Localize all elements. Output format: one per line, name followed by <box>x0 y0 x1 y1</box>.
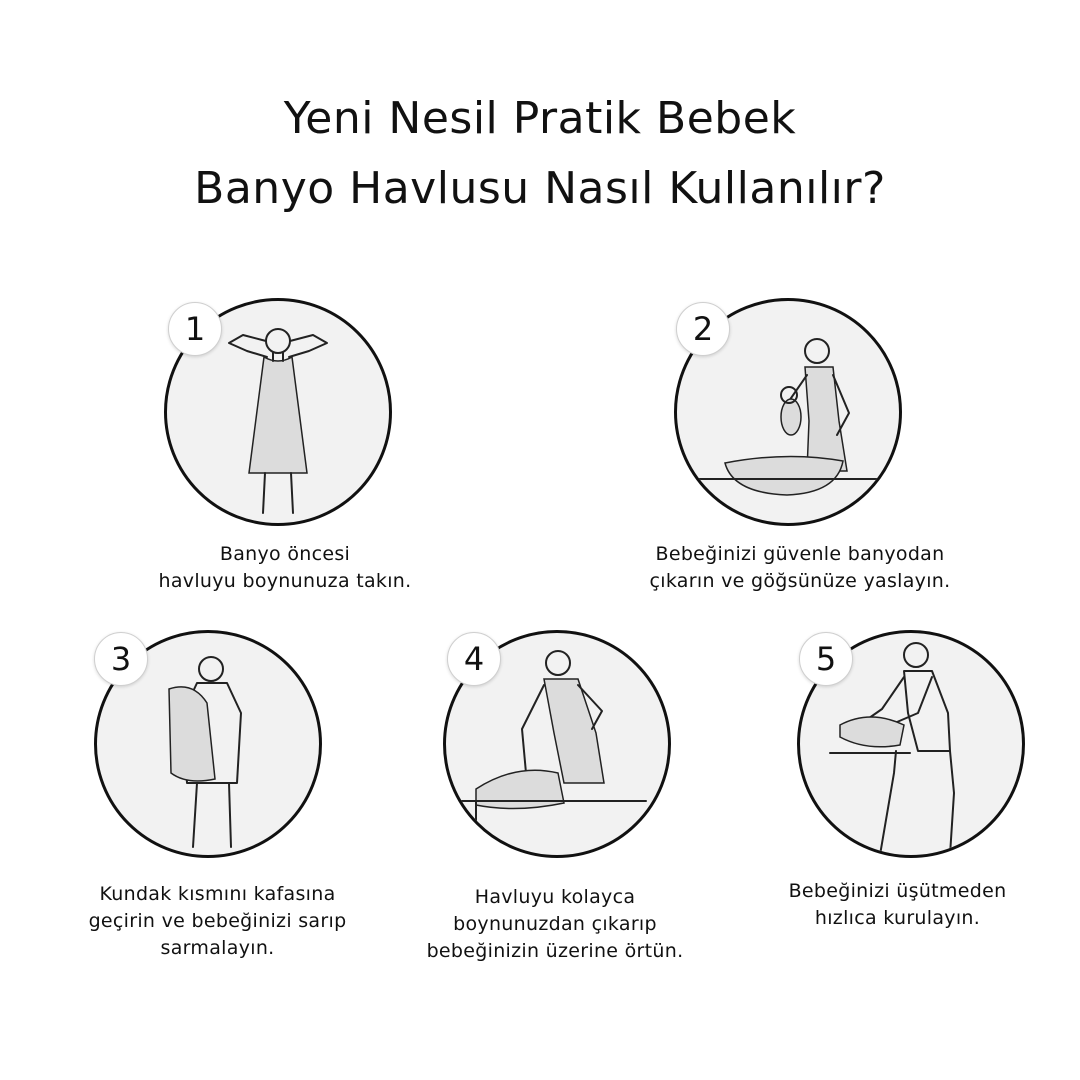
title-line-1: Yeni Nesil Pratik Bebek <box>283 93 797 144</box>
step-5-badge: 5 <box>799 632 853 686</box>
step-3-badge: 3 <box>94 632 148 686</box>
step-2-badge: 2 <box>676 302 730 356</box>
step-4-caption: Havluyu kolayca boynunuzdan çıkarıp bebeğinizin üzerine örtün. <box>426 886 684 962</box>
step-4-badge: 4 <box>447 632 501 686</box>
step-1-caption: Banyo öncesi havluyu boynunuza takın. <box>158 543 412 592</box>
step-1-badge: 1 <box>168 302 222 356</box>
step-2-caption: Bebeğinizi güvenle banyodan çıkarın ve göğsünüze yaslayın. <box>649 543 951 592</box>
step-5-caption: Bebeğinizi üşütmeden hızlıca kurulayın. <box>788 880 1007 929</box>
step-3-caption: Kundak kısmını kafasına geçirin ve bebeğinizi sarıp sarmalayın. <box>88 883 347 959</box>
page-title <box>0 84 1080 224</box>
title-line-2: Banyo Havlusu Nasıl Kullanılır? <box>194 163 886 214</box>
